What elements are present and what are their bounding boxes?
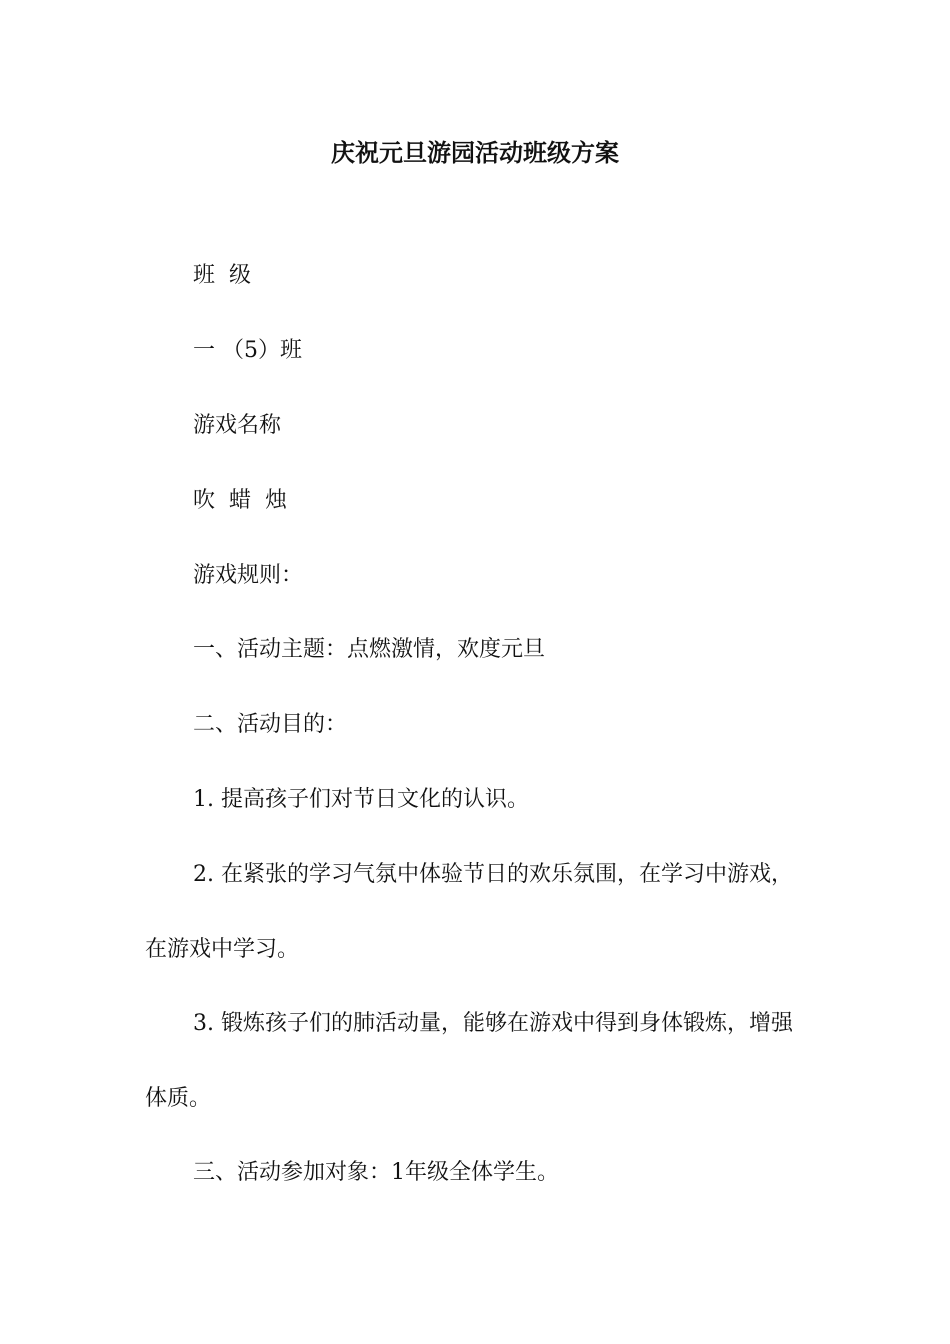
paragraph-text: 一 （5）班 xyxy=(193,338,302,363)
paragraph-purpose-1 xyxy=(145,762,810,837)
paragraph-text: 二、活动目的： xyxy=(193,712,348,737)
paragraph-text: 三、活动参加对象：1年级全体学生。 xyxy=(193,1160,559,1185)
paragraph-text: 3. 锻炼孩子们的肺活动量，能够在游戏中得到身体锻炼，增强体质。 xyxy=(145,1011,793,1111)
paragraph-text: 游戏规则： xyxy=(193,563,304,588)
paragraph-purpose-2 xyxy=(145,837,810,987)
paragraph-text: 1. 提高孩子们对节日文化的认识。 xyxy=(193,787,529,812)
paragraph-purpose-3 xyxy=(145,986,810,1136)
paragraph-game-name-value xyxy=(145,463,810,538)
paragraph-text: 吹 蜡 烛 xyxy=(193,488,287,513)
paragraph-text: 游戏名称 xyxy=(193,413,282,438)
paragraph-game-rules-label xyxy=(145,538,810,613)
paragraph-game-name-label xyxy=(145,388,810,463)
paragraph-text: 一、活动主题：点燃激情，欢度元旦 xyxy=(193,637,546,662)
paragraph-text: 班 级 xyxy=(193,263,251,288)
paragraph-activity-purpose xyxy=(145,687,810,762)
paragraph-participants xyxy=(145,1135,810,1210)
paragraph-text: 2. 在紧张的学习气氛中体验节日的欢乐氛围，在学习中游戏，在游戏中学习。 xyxy=(145,862,793,962)
paragraph-class-value xyxy=(145,313,810,388)
document-title: 庆祝元旦游园活动班级方案 xyxy=(331,138,619,167)
paragraph-activity-theme xyxy=(145,612,810,687)
paragraph-class-label xyxy=(145,238,810,313)
